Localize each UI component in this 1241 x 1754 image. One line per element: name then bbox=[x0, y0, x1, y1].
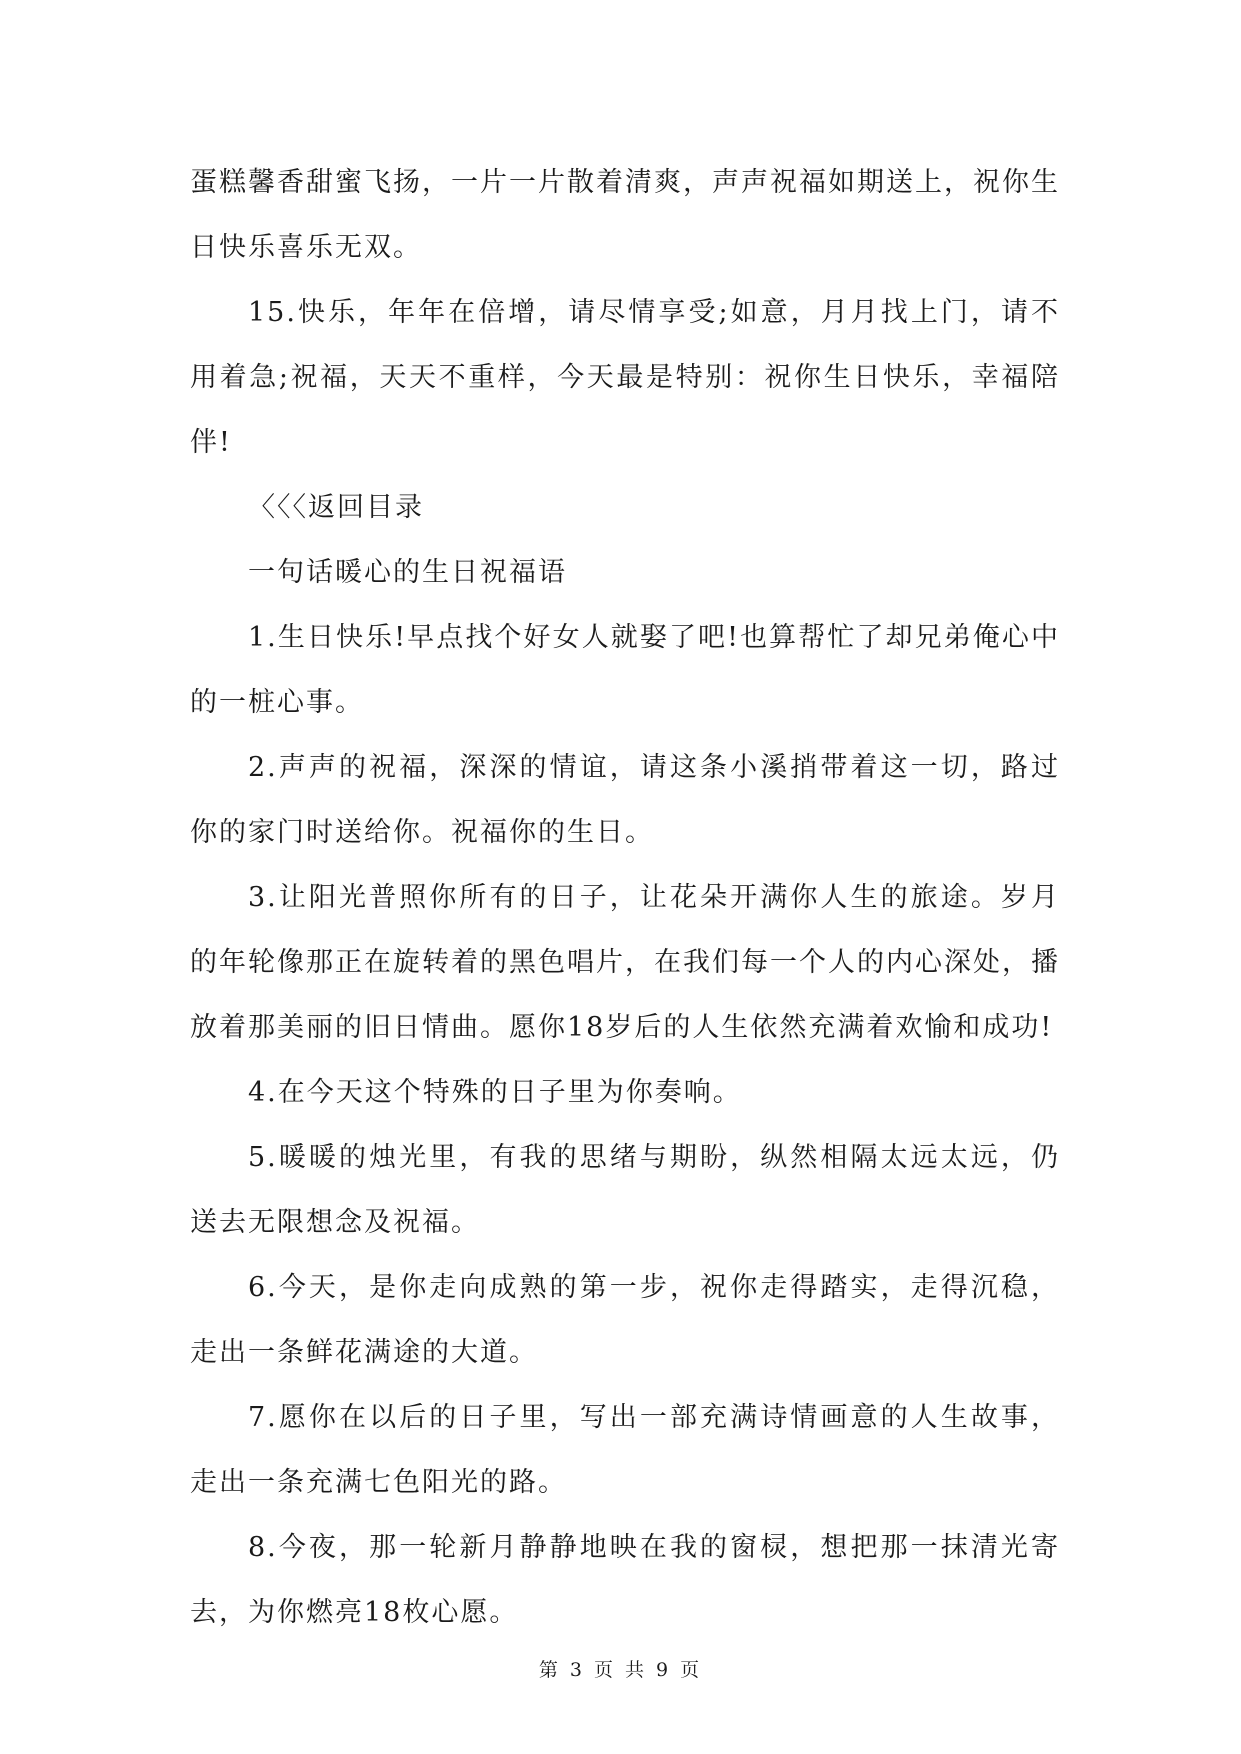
paragraph-item-6: 6.今天，是你走向成熟的第一步，祝你走得踏实，走得沉稳，走出一条鲜花满途的大道。 bbox=[190, 1272, 1060, 1368]
paragraph-item-7: 7.愿你在以后的日子里，写出一部充满诗情画意的人生故事，走出一条充满七色阳光的路。 bbox=[190, 1402, 1060, 1498]
paragraph-continued: 蛋糕馨香甜蜜飞扬，一片一片散着清爽，声声祝福如期送上，祝你生日快乐喜乐无双。 bbox=[190, 167, 1060, 263]
paragraph-item-2: 2.声声的祝福，深深的情谊，请这条小溪捎带着这一切，路过你的家门时送给你。祝福你的生日。 bbox=[190, 752, 1060, 848]
paragraph-item-15: 15.快乐，年年在倍增，请尽情享受;如意，月月找上门，请不用着急;祝福，天天不重样，今天最是特别：祝你生日快乐，幸福陪伴! bbox=[190, 297, 1060, 458]
paragraph-item-1: 1.生日快乐!早点找个好女人就娶了吧!也算帮忙了却兄弟俺心中的一桩心事。 bbox=[190, 622, 1060, 718]
paragraph-item-4: 4.在今天这个特殊的日子里为你奏响。 bbox=[248, 1077, 742, 1108]
section-heading: 一句话暖心的生日祝福语 bbox=[248, 557, 567, 588]
page-body bbox=[190, 150, 1060, 1645]
paragraph-item-3: 3.让阳光普照你所有的日子，让花朵开满你人生的旅途。岁月的年轮像那正在旋转着的黑色唱片，在我们每一个人的内心深处，播放着那美丽的旧日情曲。愿你18岁后的人生依然充满着欢愉和成功! bbox=[190, 882, 1060, 1043]
paragraph-item-5: 5.暖暖的烛光里，有我的思绪与期盼，纵然相隔太远太远，仍送去无限想念及祝福。 bbox=[190, 1142, 1060, 1238]
paragraph-item-8: 8.今夜，那一轮新月静静地映在我的窗棂，想把那一抹清光寄去，为你燃亮18枚心愿。 bbox=[190, 1532, 1060, 1628]
back-to-contents-link[interactable]: 〈〈〈返回目录 bbox=[248, 492, 424, 523]
page-number-indicator: 第 3 页 共 9 页 bbox=[538, 1659, 703, 1681]
page-footer bbox=[0, 1655, 1241, 1682]
